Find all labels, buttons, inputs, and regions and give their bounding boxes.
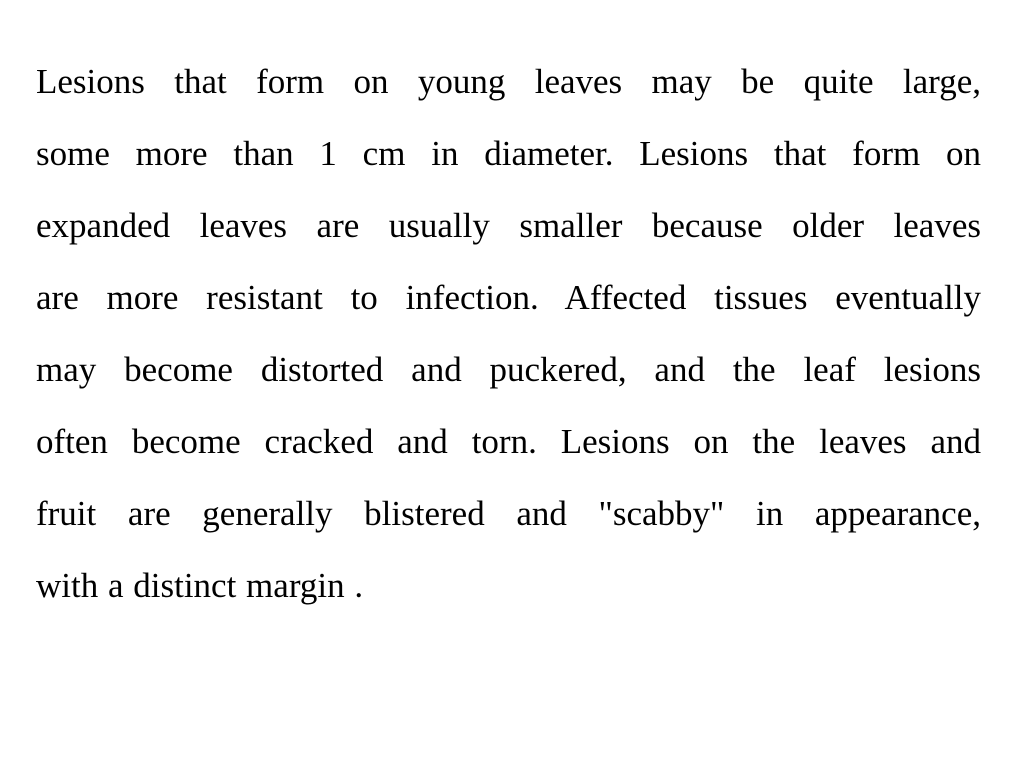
paragraph-line-1: Lesions that form on young leaves may be quite large, — [36, 62, 981, 101]
paragraph-line-6: often become cracked and torn. Lesions on the leaves and — [36, 422, 981, 461]
paragraph-line-5: may become distorted and puckered, and the leaf lesions — [36, 350, 981, 389]
paragraph-line-3: expanded leaves are usually smaller because older leaves — [36, 206, 981, 245]
body-paragraph — [36, 46, 981, 622]
paragraph-line-4: are more resistant to infection. Affected tissues eventually — [36, 278, 981, 317]
paragraph-line-2: some more than 1 cm in diameter. Lesions that form on — [36, 134, 981, 173]
paragraph-line-8: with a distinct margin . — [36, 566, 364, 605]
paragraph-line-7: fruit are generally blistered and "scabby" in appearance, — [36, 494, 981, 533]
